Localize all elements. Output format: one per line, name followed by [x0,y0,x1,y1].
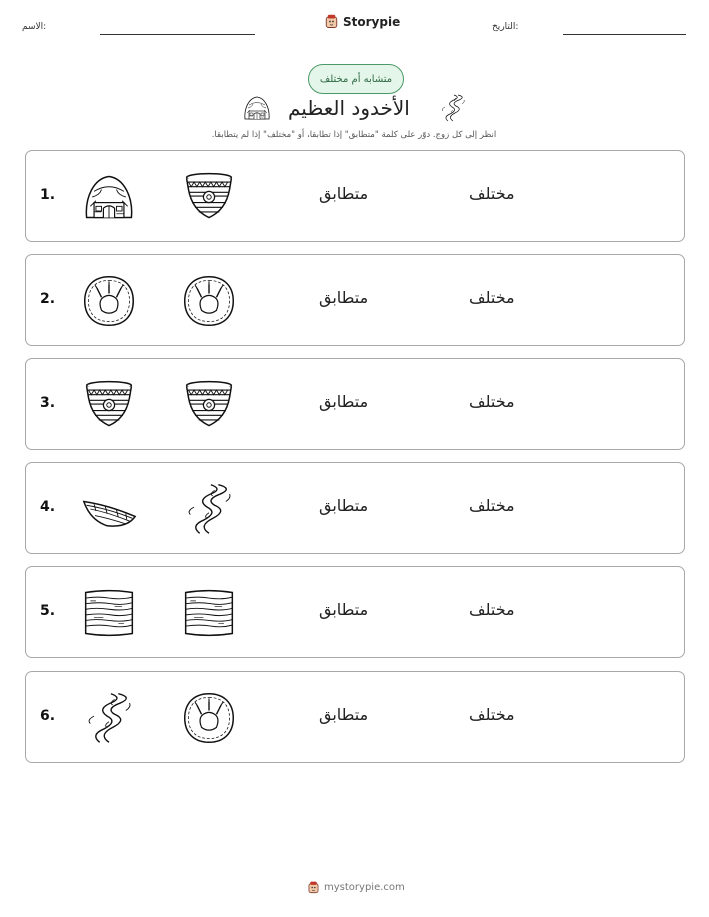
option-different[interactable]: مختلف [469,392,515,411]
option-different[interactable]: مختلف [469,288,515,307]
river-icon [438,93,468,123]
option-same[interactable]: متطابق [319,288,369,307]
option-same[interactable]: متطابق [319,600,369,619]
footer [307,880,405,895]
question-row [25,462,685,554]
stone-house-icon [81,169,137,225]
option-different[interactable]: مختلف [469,184,515,203]
river-icon [181,481,237,537]
question-number: 1. [40,187,56,203]
option-same[interactable]: متطابق [319,496,369,515]
question-row [25,358,685,450]
option-same[interactable]: متطابق [319,184,369,203]
worksheet-type-badge: متشابه أم مختلف [308,64,404,94]
name-label: الاسم: [22,22,47,32]
page-title: الأخدود العظيم [288,96,410,120]
striped-pot-icon [181,169,237,225]
date-line[interactable] [563,34,686,35]
footer-site[interactable]: mystorypie.com [324,882,405,893]
river-icon [81,690,137,746]
footprint-fossil-icon [181,273,237,329]
question-number: 4. [40,499,56,515]
question-number: 3. [40,395,56,411]
question-row [25,566,685,658]
question-number: 5. [40,603,56,619]
question-row [25,254,685,346]
option-same[interactable]: متطابق [319,392,369,411]
option-different[interactable]: مختلف [469,496,515,515]
question-number: 2. [40,291,56,307]
question-row [25,671,685,763]
storypie-logo-icon [307,880,320,895]
question-row [25,150,685,242]
option-same[interactable]: متطابق [319,705,369,724]
question-number: 6. [40,708,56,724]
instructions-text: انظر إلى كل زوج. دوّر على كلمة "متطابق" إذا تطابقا، أو "مختلف" إذا لم يتطابقا. [211,130,497,140]
rock-layers-icon [181,585,237,641]
brand-name: Storypie [343,14,401,29]
boat-icon [81,481,137,537]
storypie-logo-icon [324,13,339,30]
striped-pot-icon [81,377,137,433]
footprint-fossil-icon [81,273,137,329]
brand-logo [324,13,400,30]
stone-house-icon [242,93,272,123]
option-different[interactable]: مختلف [469,705,515,724]
name-line[interactable] [100,34,255,35]
footprint-fossil-icon [181,690,237,746]
striped-pot-icon [181,377,237,433]
option-different[interactable]: مختلف [469,600,515,619]
rock-layers-icon [81,585,137,641]
date-label: التاريخ: [492,22,519,32]
